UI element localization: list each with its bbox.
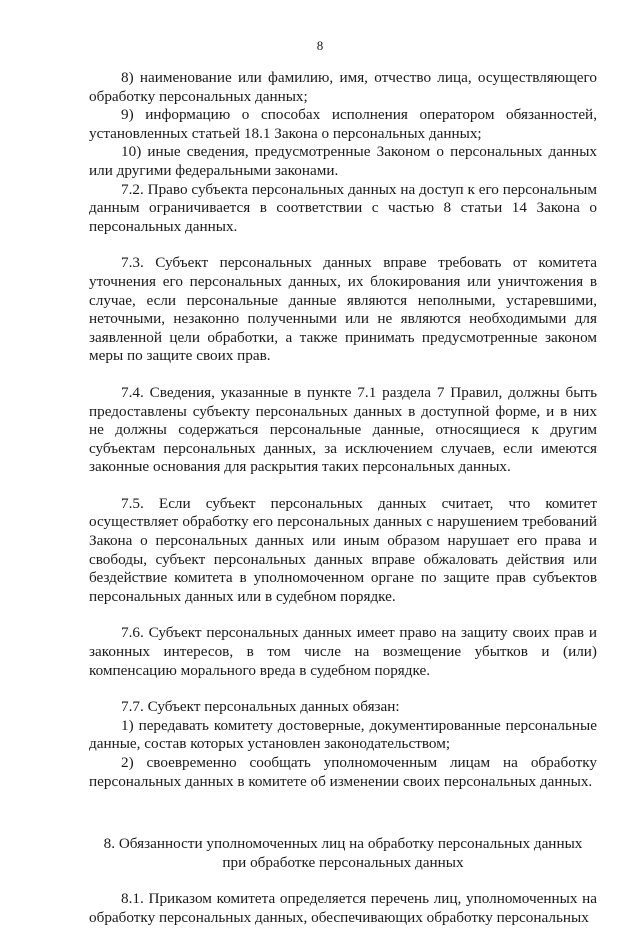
page-number: 8 — [316, 38, 324, 53]
paragraph-item-8: 8) наименование или фамилию, имя, отчество лица, осуществляющего обработку персональных данных; — [89, 69, 597, 105]
paragraph-7-7-item-1: 1) передавать комитету достоверные, документированные персональные данные, состав которых установлен законодательством; — [89, 716, 597, 753]
paragraph-7-5: 7.5. Если субъект персональных данных считает, что комитет осуществляет обработку его персональных данных с нарушением требований Закона о персональных данных или иным образом нарушает его права и свободы, субъект персональных данных вправе обжаловать действия или бездействие комитета в уполномоченном органе по защите прав субъектов персональных данных или в судебном порядке. — [89, 494, 597, 605]
paragraph-7-6: 7.6. Субъект персональных данных имеет право на защиту своих прав и законных интересов, в том числе на возмещение убытков и (или) компенсацию морального вреда в судебном порядке. — [89, 624, 597, 679]
document-body — [89, 69, 597, 928]
paragraph-7-4: 7.4. Сведения, указанные в пункте 7.1 раздела 7 Правил, должны быть предоставлены субъекту персональных данных в доступной форме, и в них не должны содержаться персональные данные, относящиеся к другим субъектам персональных данных, за исключением случаев, если имеются законные основания для раскрытия таких персональных данных. — [89, 383, 597, 476]
section-heading-8: 8. Обязанности уполномоченных лиц на обработку персональных данных при обработке персональных данных — [103, 835, 583, 871]
paragraph-7-3: 7.3. Субъект персональных данных вправе требовать от комитета уточнения его персональных данных, их блокирования или уничтожения в случае, если персональные данные являются неполными, устаревшими, неточными, незаконно полученными или не являются необходимыми для заявленной цели обработки, а также принимать предусмотренные законом меры по защите своих прав. — [89, 254, 597, 365]
paragraph-7-2: 7.2. Право субъекта персональных данных на доступ к его персональным данным ограничивается в соответствии с частью 8 статьи 14 Закона о персональных данных. — [89, 180, 597, 235]
paragraph-8-1: 8.1. Приказом комитета определяется перечень лиц, уполномоченных на обработку персональных данных, обеспечивающих обработку персональных — [89, 890, 597, 926]
paragraph-item-9: 9) информацию о способах исполнения оператором обязанностей, установленных статьей 18.1 Закона о персональных данных; — [89, 106, 597, 142]
paragraph-7-7: 7.7. Субъект персональных данных обязан: — [121, 698, 400, 716]
paragraph-7-7-item-2: 2) своевременно сообщать уполномоченным лицам на обработку персональных данных в комитете об изменении своих персональных данных. — [89, 754, 597, 790]
paragraph-item-10: 10) иные сведения, предусмотренные Законом о персональных данных или другими федеральными законами. — [89, 143, 597, 179]
